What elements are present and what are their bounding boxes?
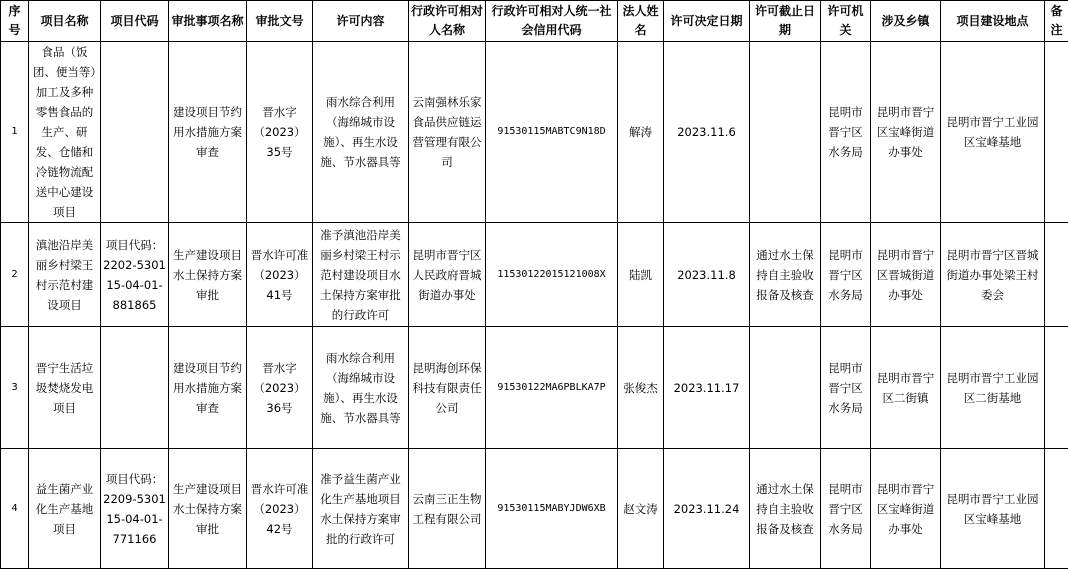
cell-project-code (101, 42, 169, 223)
cell-project-name: 滇池沿岸美丽乡村梁王村示范村建设项目 (29, 223, 101, 327)
cell-seq: 1 (1, 42, 29, 223)
cell-township: 昆明市晋宁区宝峰街道办事处 (871, 42, 941, 223)
cell-project-code: 项目代码：2202-530115-04-01-881865 (101, 223, 169, 327)
cell-content: 雨水综合利用（海绵城市设施）、再生水设施、节水器具等 (313, 327, 409, 449)
cell-project-code (101, 327, 169, 449)
cell-legal-person: 赵文涛 (618, 449, 664, 569)
cell-township: 昆明市晋宁区二街镇 (871, 327, 941, 449)
cell-content: 准予益生菌产业化生产基地项目水土保持方案审批的行政许可 (313, 449, 409, 569)
cell-location: 昆明市晋宁工业园区宝峰基地 (941, 42, 1045, 223)
cell-remark (1045, 42, 1068, 223)
cell-remark (1045, 327, 1068, 449)
cell-decision-date: 2023.11.8 (664, 223, 750, 327)
col-header-project-code: 项目代码 (101, 1, 169, 42)
col-header-location: 项目建设地点 (941, 1, 1045, 42)
col-header-township: 涉及乡镇 (871, 1, 941, 42)
cell-doc-no: 晋水字（2023）36号 (247, 327, 313, 449)
cell-decision-date: 2023.11.24 (664, 449, 750, 569)
table-row (1, 449, 1068, 569)
cell-counterparty: 云南强林乐家食品供应链运营管理有限公司 (409, 42, 486, 223)
cell-doc-no: 晋水字（2023）35号 (247, 42, 313, 223)
cell-seq: 4 (1, 449, 29, 569)
cell-doc-no: 晋水许可准（2023）41号 (247, 223, 313, 327)
cell-approval-item: 建设项目节约用水措施方案审查 (169, 327, 247, 449)
cell-approval-item: 生产建设项目水土保持方案审批 (169, 449, 247, 569)
cell-location: 昆明市晋宁工业园区二街基地 (941, 327, 1045, 449)
cell-authority: 昆明市晋宁区水务局 (821, 42, 871, 223)
cell-township: 昆明市晋宁区宝峰街道办事处 (871, 449, 941, 569)
cell-remark (1045, 449, 1068, 569)
cell-credit-code: 11530122015121008X (486, 223, 618, 327)
table-row (1, 42, 1068, 223)
table-row (1, 223, 1068, 327)
col-header-doc-no: 审批文号 (247, 1, 313, 42)
cell-deadline (750, 327, 821, 449)
cell-deadline (750, 42, 821, 223)
col-header-seq: 序号 (1, 1, 29, 42)
cell-authority: 昆明市晋宁区水务局 (821, 327, 871, 449)
cell-deadline: 通过水土保持自主验收报备及核查 (750, 449, 821, 569)
cell-counterparty: 云南三正生物工程有限公司 (409, 449, 486, 569)
cell-counterparty: 昆明市晋宁区人民政府晋城街道办事处 (409, 223, 486, 327)
cell-location: 昆明市晋宁区晋城街道办事处梁王村委会 (941, 223, 1045, 327)
cell-project-name: 益生菌产业化生产基地项目 (29, 449, 101, 569)
cell-location: 昆明市晋宁工业园区宝峰基地 (941, 449, 1045, 569)
cell-approval-item: 建设项目节约用水措施方案审查 (169, 42, 247, 223)
col-header-authority: 许可机关 (821, 1, 871, 42)
col-header-decision-date: 许可决定日期 (664, 1, 750, 42)
cell-remark (1045, 223, 1068, 327)
col-header-content: 许可内容 (313, 1, 409, 42)
cell-authority: 昆明市晋宁区水务局 (821, 449, 871, 569)
cell-legal-person: 陆凯 (618, 223, 664, 327)
cell-authority: 昆明市晋宁区水务局 (821, 223, 871, 327)
table-row (1, 327, 1068, 449)
col-header-deadline: 许可截止日期 (750, 1, 821, 42)
col-header-project-name: 项目名称 (29, 1, 101, 42)
cell-credit-code: 91530115MABTC9N18D (486, 42, 618, 223)
header-row (1, 1, 1068, 42)
col-header-legal-person: 法人姓名 (618, 1, 664, 42)
cell-counterparty: 昆明海创环保科技有限责任公司 (409, 327, 486, 449)
cell-legal-person: 张俊杰 (618, 327, 664, 449)
cell-decision-date: 2023.11.6 (664, 42, 750, 223)
cell-project-code: 项目代码：2209-530115-04-01-771166 (101, 449, 169, 569)
cell-project-name: 食品（饭团、便当等）加工及多种零售食品的生产、研发、仓储和冷链物流配送中心建设项目 (29, 42, 101, 223)
col-header-counterparty: 行政许可相对人名称 (409, 1, 486, 42)
cell-seq: 2 (1, 223, 29, 327)
cell-project-name: 晋宁生活垃圾焚烧发电项目 (29, 327, 101, 449)
col-header-remark: 备注 (1045, 1, 1068, 42)
cell-content: 准予滇池沿岸美丽乡村梁王村示范村建设项目水土保持方案审批的行政许可 (313, 223, 409, 327)
cell-decision-date: 2023.11.17 (664, 327, 750, 449)
cell-township: 昆明市晋宁区晋城街道办事处 (871, 223, 941, 327)
col-header-credit-code: 行政许可相对人统一社会信用代码 (486, 1, 618, 42)
cell-approval-item: 生产建设项目水土保持方案审批 (169, 223, 247, 327)
cell-doc-no: 晋水许可准（2023）42号 (247, 449, 313, 569)
cell-credit-code: 91530122MA6PBLKA7P (486, 327, 618, 449)
col-header-approval-item: 审批事项名称 (169, 1, 247, 42)
cell-content: 雨水综合利用（海绵城市设施）、再生水设施、节水器具等 (313, 42, 409, 223)
cell-legal-person: 解涛 (618, 42, 664, 223)
cell-credit-code: 91530115MABYJDW6XB (486, 449, 618, 569)
cell-seq: 3 (1, 327, 29, 449)
cell-deadline: 通过水土保持自主验收报备及核查 (750, 223, 821, 327)
